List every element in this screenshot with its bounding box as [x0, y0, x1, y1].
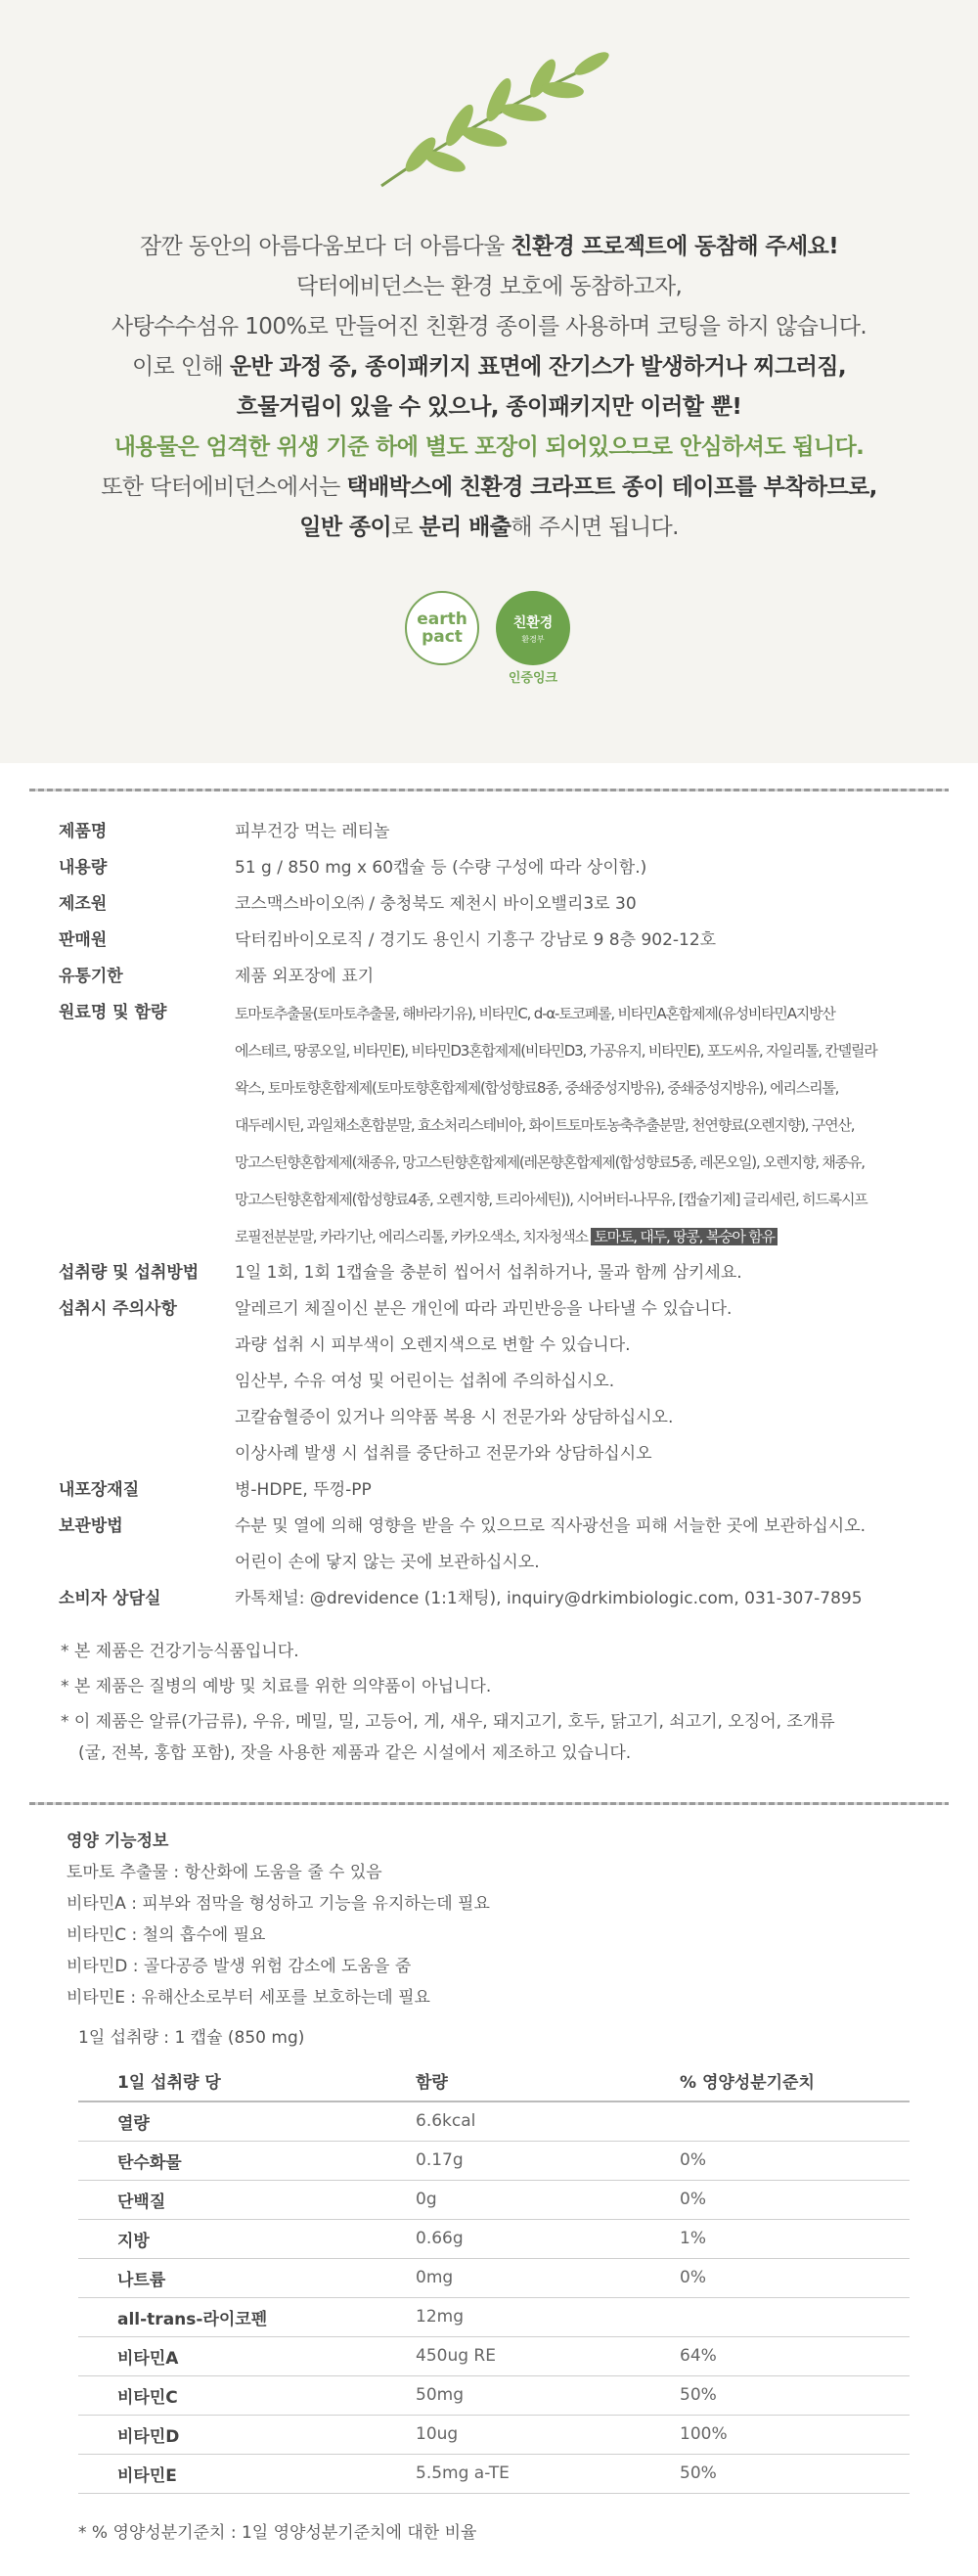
info-row-caution: 섭취시 주의사항 알레르기 체질이신 분은 개인에 따라 과민반응을 나타낼 수 있습니다. 과량 섭취 시 피부색이 오렌지색으로 변할 수 있습니다. 임산부, 수유 여성 및 어린이는 섭취에 주의하십시오. 고칼슘혈증이 있거나 의약품 복용 시 전문가와 상담하십시오. 이상사례 발생 시 섭취를 중단하고 전문가와 상담하십시오: [59, 1299, 733, 1464]
info-row-content: 내용량 51 g / 850 mg x 60캡슐 등 (수량 구성에 따라 상이함.): [59, 858, 647, 878]
allergen-highlight: 토마토, 대두, 땅콩, 복숭아 함유: [591, 1228, 777, 1245]
info-row-expiry: 유통기한 제품 외포장에 표기: [59, 967, 375, 986]
table-row: 열량 6.6kcal: [78, 2101, 910, 2141]
olive-branch-icon: [362, 39, 616, 196]
table-row: 비타민C 50mg 50%: [78, 2375, 910, 2415]
eco-certified-label: 인증잉크: [508, 671, 558, 686]
nutrition-table-header: 1일 섭취량 당 함량 % 영양성분기준치: [78, 2060, 910, 2101]
info-row-ingredients: 원료명 및 함량 토마토추출물(토마토추출물, 해바라기유), 비타민C, d-α-토코페롤, 비타민A혼합제제(유성비타민A지방산 에스테르, 땅콩오일, 비타민E), 비타민D3혼합제제(비타민D3, 가공유지, 비타민E), 포도씨유, 자일리톨, 칸델릴라 왁스, 토마토향혼합제제(토마토향혼합제제(합성향료8종, 중쇄중성지방유), 중쇄중성지방유), 에리스리톨, 대두레시틴, 과일채소혼합분말, 효소처리스테비아, 화이트토마토농축추출분말, 천연향료(오렌지향), 구연산, 망고스틴향혼합제제(채종유, 망고스틴향혼합제제(레몬향혼합제제(합성향료5종, 레몬오일), 오렌지향, 채종유, 망고스틴향혼합제제(합성향료4종, 오렌지향, 트리아세틴)), 시어버터-나무유, [캡슐기제] 글리세린, 히드록시프 로필전분분말, 카라기난, 에리스리톨, 카카오색소, 치자청색소 토마토, 대두, 땅콩, 복숭아 함유: [59, 995, 939, 1255]
info-row-storage: 보관방법 수분 및 열에 의해 영향을 받을 수 있으므로 직사광선을 피해 서늘한 곳에 보관하십시오. 어린이 손에 닿지 않는 곳에 보관하십시오.: [59, 1516, 867, 1572]
ingredients-text: 토마토추출물(토마토추출물, 해바라기유), 비타민C, d-α-토코페롤, 비타민A혼합제제(유성비타민A지방산 에스테르, 땅콩오일, 비타민E), 비타민D3혼합제제(비타민D3, 가공유지, 비타민E), 포도씨유, 자일리톨, 칸델릴라 왁스, 토마토향혼합제제(토마토향혼합제제(합성향료8종, 중쇄중성지방유), 중쇄중성지방유), 에리스리톨, 대두레시틴, 과일채소혼합분말, 효소처리스테비아, 화이트토마토농축추출분말, 천연향료(오렌지향), 구연산, 망고스틴향혼합제제(채종유, 망고스틴향혼합제제(레몬향혼합제제(합성향료5종, 레몬오일), 오렌지향, 채종유, 망고스틴향혼합제제(합성향료4종, 오렌지향, 트리아세틴)), 시어버터-나무유, [캡슐기제] 글리세린, 히드록시프 로필전분분말, 카라기난, 에리스리톨, 카카오색소, 치자청색소 토마토, 대두, 땅콩, 복숭아 함유: [235, 1005, 877, 1245]
table-row: 탄수화물 0.17g 0%: [78, 2141, 910, 2180]
info-row-packaging: 내포장재질 병-HDPE, 뚜껑-PP: [59, 1480, 372, 1500]
serving-size: 1일 섭취량 : 1 캡슐 (850 mg): [78, 2028, 305, 2048]
table-row: 지방 0.66g 1%: [78, 2219, 910, 2258]
table-row: 단백질 0g 0%: [78, 2180, 910, 2219]
table-row: 나트륨 0mg 0%: [78, 2258, 910, 2297]
nutrition-function-info: 영양 기능정보 토마토 추출물 : 항산화에 도움을 줄 수 있음 비타민A : 피부와 점막을 형성하고 기능을 유지하는데 필요 비타민C : 철의 흡수에 필요 비타민D : 골다공증 발생 위험 감소에 도움을 줌 비타민E : 유해산소로부터 세포를 보호하는데 필요: [67, 1831, 490, 2008]
table-row: 비타민E 5.5mg a-TE 50%: [78, 2454, 910, 2493]
table-row: all-trans-라이코펜 12mg: [78, 2297, 910, 2336]
section-divider: [29, 789, 949, 791]
table-row: 비타민A 450ug RE 64%: [78, 2336, 910, 2375]
nutrition-footnote: * % 영양성분기준치 : 1일 영양성분기준치에 대한 비율: [78, 2523, 477, 2543]
info-row-maker: 제조원 코스맥스바이오㈜ / 충청북도 제천시 바이오밸리3로 30: [59, 894, 637, 914]
eco-certified-logo: 친환경 환경부: [496, 591, 570, 665]
info-row-consult: 소비자 상담실 카톡채널: @drevidence (1:1채팅), inquiry@drkimbiologic.com, 031-307-7895: [59, 1589, 863, 1608]
info-row-seller: 판매원 닥터킴바이오로직 / 경기도 용인시 기흥구 강남로 9 8층 902-12호: [59, 930, 717, 950]
section-divider: [29, 1802, 949, 1805]
info-row-intake: 섭취량 및 섭취방법 1일 1회, 1회 1캡슐을 충분히 씹어서 섭취하거나, 물과 함께 삼키세요.: [59, 1263, 742, 1283]
info-row-product-name: 제품명 피부건강 먹는 레티놀: [59, 822, 390, 841]
earth-pact-logo: earth pact: [405, 591, 479, 665]
product-notes: * 본 제품은 건강기능식품입니다. * 본 제품은 질병의 예방 및 치료를 위한 의약품이 아닙니다. * 이 제품은 알류(가금류), 우유, 메밀, 밀, 고등어, 게, 새우, 돼지고기, 호두, 닭고기, 쇠고기, 오징어, 조개류 (굴, 전복, 홍합 포함), 잣을 사용한 제품과 같은 시설에서 제조하고 있습니다.: [61, 1642, 835, 1763]
table-row: 비타민D 10ug 100%: [78, 2415, 910, 2454]
product-info-table: [59, 814, 939, 1617]
nutrition-table: [78, 2060, 910, 2494]
eco-project-section: [0, 0, 978, 763]
eco-intro-text: 잠깐 동안의 아름다움보다 더 아름다울 친환경 프로젝트에 동참해 주세요! 닥터에비던스는 환경 보호에 동참하고자, 사탕수수섬유 100%로 만들어진 친환경 종이를 사용하며 코팅을 하지 않습니다. 이로 인해 운반 과정 중, 종이패키지 표면에 잔기스가 발생하거나 찌그러짐, 흐물거림이 있을 수 있으나, 종이패키지만 이러할 뿐! 내용물은 엄격한 위생 기준 하에 별도 포장이 되어있으므로 안심하셔도 됩니다. 또한 닥터에비던스에서는 택배박스에 친환경 크라프트 종이 테이프를 부착하므로, 일반 종이로 분리 배출해 주시면 됩니다.: [101, 234, 877, 540]
